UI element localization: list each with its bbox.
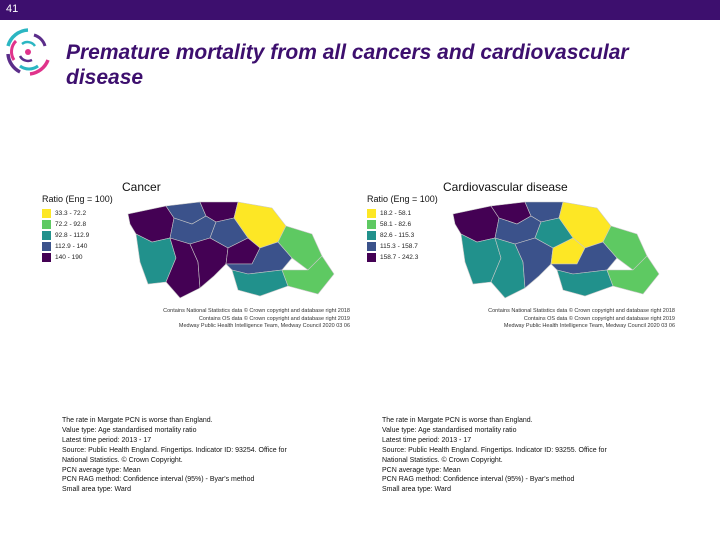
credit-line: Contains National Statistics data © Crown copyright and database right 2018 bbox=[163, 308, 350, 314]
legend-swatch bbox=[42, 242, 51, 251]
legend-swatch bbox=[367, 209, 376, 218]
legend-title: Ratio (Eng = 100) bbox=[42, 194, 113, 204]
legend-swatch bbox=[367, 220, 376, 229]
note-line: National Statistics. © Crown Copyright. bbox=[62, 456, 183, 464]
note-line: The rate in Margate PCN is worse than England. bbox=[62, 417, 213, 424]
note-line: National Statistics. © Crown Copyright. bbox=[382, 456, 503, 464]
legend-label: 115.3 - 158.7 bbox=[380, 243, 418, 250]
note-line: The rate in Margate PCN is worse than England. bbox=[382, 417, 533, 424]
credit-line: Contains OS data © Crown copyright and database right 2019 bbox=[198, 315, 350, 322]
ward-region bbox=[453, 206, 499, 242]
map-credits bbox=[163, 308, 350, 331]
legend-swatch bbox=[42, 253, 51, 262]
note-line: Source: Public Health England. Fingertips. Indicator ID: 93255. Office for bbox=[382, 446, 607, 454]
legend-swatch bbox=[367, 242, 376, 251]
legend-swatch bbox=[42, 209, 51, 218]
legend-label: 92.8 - 112.9 bbox=[55, 232, 90, 239]
note-line: PCN average type: Mean bbox=[382, 466, 461, 474]
map-title: Cardiovascular disease bbox=[443, 180, 568, 194]
legend-label: 33.3 - 72.2 bbox=[55, 210, 87, 217]
legend-swatch bbox=[367, 231, 376, 240]
map-title: Cancer bbox=[122, 180, 161, 194]
note-line: Latest time period: 2013 - 17 bbox=[62, 436, 152, 444]
legend-item bbox=[42, 252, 122, 263]
note-line: Source: Public Health England. Fingertips. Indicator ID: 93254. Office for bbox=[62, 446, 287, 454]
note-line: PCN RAG method: Confidence interval (95%) - Byar's method bbox=[382, 476, 575, 484]
legend-item bbox=[367, 241, 447, 252]
legend-title: Ratio (Eng = 100) bbox=[367, 194, 438, 204]
credit-line: Medway Public Health Intelligence Team, Medway Council 2020 03 06 bbox=[178, 323, 350, 329]
note-line: PCN average type: Mean bbox=[62, 466, 141, 474]
cancer-map-panel bbox=[42, 178, 352, 338]
legend-swatch bbox=[42, 220, 51, 229]
legend-label: 72.2 - 92.8 bbox=[55, 221, 87, 228]
legend-item bbox=[42, 208, 122, 219]
map-legend bbox=[367, 194, 447, 263]
legend-label: 112.9 - 140 bbox=[55, 243, 88, 250]
credit-line: Contains OS data © Crown copyright and database right 2019 bbox=[523, 315, 675, 322]
legend-label: 158.7 - 242.3 bbox=[380, 254, 419, 261]
legend-label: 140 - 190 bbox=[55, 254, 83, 261]
legend-label: 18.2 - 58.1 bbox=[380, 210, 412, 217]
map-credits bbox=[488, 308, 675, 331]
slide-number: 41 bbox=[6, 3, 19, 15]
legend-swatch bbox=[367, 253, 376, 262]
ward-region bbox=[128, 206, 174, 242]
legend-swatch bbox=[42, 231, 51, 240]
legend-item bbox=[367, 252, 447, 263]
legend-label: 58.1 - 82.6 bbox=[380, 221, 412, 228]
cancer-notes bbox=[62, 416, 362, 495]
legend-item bbox=[367, 230, 447, 241]
legend-label: 82.6 - 115.3 bbox=[380, 232, 415, 239]
ward-region bbox=[232, 270, 288, 296]
legend-item bbox=[367, 208, 447, 219]
legend-item bbox=[42, 230, 122, 241]
legend-item bbox=[367, 219, 447, 230]
note-line: Small area type: Ward bbox=[382, 486, 451, 494]
choropleth-map bbox=[122, 198, 354, 306]
ward-region bbox=[557, 270, 613, 296]
credit-line: Contains National Statistics data © Crown copyright and database right 2018 bbox=[488, 308, 675, 314]
legend-item bbox=[42, 241, 122, 252]
page-title: Premature mortality from all cancers and cardiovascular disease bbox=[66, 41, 629, 89]
note-line: Latest time period: 2013 - 17 bbox=[382, 436, 472, 444]
note-line: Value type: Age standardised mortality ratio bbox=[382, 426, 517, 434]
note-line: Value type: Age standardised mortality ratio bbox=[62, 426, 197, 434]
note-line: PCN RAG method: Confidence interval (95%) - Byar's method bbox=[62, 476, 255, 484]
map-legend bbox=[42, 194, 122, 263]
choropleth-map bbox=[447, 198, 679, 306]
credit-line: Medway Public Health Intelligence Team, Medway Council 2020 03 06 bbox=[503, 323, 675, 329]
cardiovascular-notes bbox=[382, 416, 682, 495]
concentric-arc-logo bbox=[4, 26, 52, 78]
cardiovascular-map-panel bbox=[367, 178, 677, 338]
note-line: Small area type: Ward bbox=[62, 486, 131, 494]
legend-item bbox=[42, 219, 122, 230]
header-bar bbox=[0, 0, 720, 20]
